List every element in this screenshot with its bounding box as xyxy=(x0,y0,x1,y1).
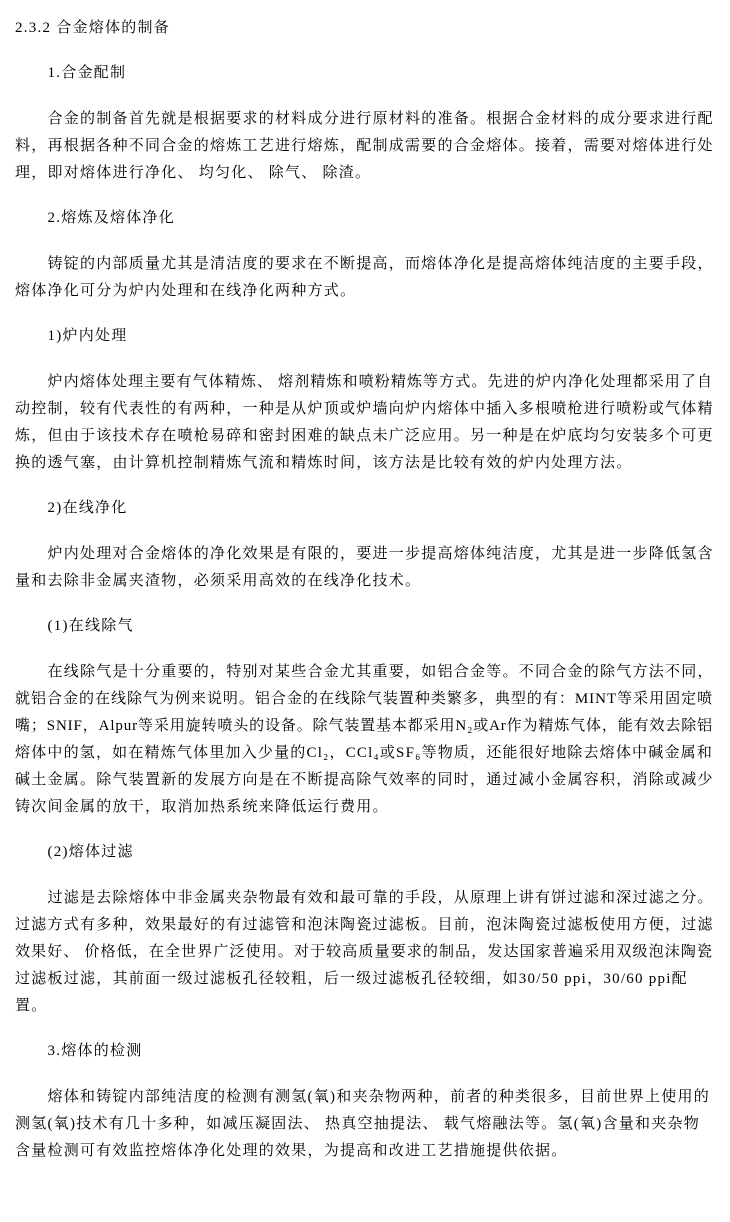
heading-alloy-formulation: 1.合金配制 xyxy=(47,65,127,81)
paragraph-line: 过滤是去除熔体中非金属夹杂物最有效和最可靠的手段，从原理上讲有饼过滤和深过滤之分。 xyxy=(47,889,714,906)
heading-in-furnace-treatment-block xyxy=(15,323,714,350)
paragraph-line: 过滤方式有多种，效果最好的有过滤管和泡沫陶瓷过滤板。目前，泡沫陶瓷过滤板使用方便，过滤 xyxy=(15,916,714,933)
paragraph-line: 换的透气塞，由计算机控制精炼气流和精炼时间，该方法是比较有效的炉内处理方法。 xyxy=(15,454,633,471)
paragraph-line: 料，再根据各种不同合金的熔炼工艺进行熔炼，配制成需要的合金熔体。接着，需要对熔体进行处 xyxy=(15,137,714,154)
heading-inline-degassing: (1)在线除气 xyxy=(47,618,134,634)
heading-melt-filtration: (2)熔体过滤 xyxy=(47,844,134,860)
paragraph-line: 熔体和铸锭内部纯洁度的检测有测氢(氧)和夹杂物两种，前者的种类很多，目前世界上使用的 xyxy=(47,1088,710,1105)
paragraph-line: 嘴；SNIF，Alpur等采用旋转喷头的设备。除气装置基本都采用N₂或Ar作为精炼气体，能有效去除铝 xyxy=(15,717,713,734)
paragraph-in-furnace-treatment xyxy=(15,369,714,477)
heading-inline-purification: 2)在线净化 xyxy=(47,500,128,516)
section-title-block xyxy=(15,15,714,42)
paragraph-melt-inspection xyxy=(15,1084,714,1165)
paragraph-line: 铸次间金属的放干，取消加热系统来降低运行费用。 xyxy=(15,798,389,815)
section-title: 2.3.2 合金熔体的制备 xyxy=(15,19,171,36)
paragraph-line: 过滤板过滤，其前面一级过滤板孔径较粗，后一级过滤板孔径较细，如30/50 ppi，30/60 ppi配 xyxy=(15,970,688,987)
paragraph-line: 动控制，较有代表性的有两种，一种是从炉顶或炉墙向炉内熔体中插入多根喷枪进行喷粉或气体精 xyxy=(15,400,714,417)
paragraph-line: 炉内熔体处理主要有气体精炼、 熔剂精炼和喷粉精炼等方式。先进的炉内净化处理都采用了自 xyxy=(47,373,714,390)
heading-inline-purification-block xyxy=(15,495,714,522)
paragraph-line: 量和去除非金属夹渣物，必须采用高效的在线净化技术。 xyxy=(15,572,422,589)
heading-melting-and-purification: 2.熔炼及熔体净化 xyxy=(47,210,176,226)
heading-inline-degassing-block xyxy=(15,613,714,640)
paragraph-line: 碱土金属。除气装置新的发展方向是在不断提高除气效率的同时，通过减小金属容积，消除或减少 xyxy=(15,771,714,788)
paragraph-line: 置。 xyxy=(15,997,48,1014)
paragraph-line: 理，即对熔体进行净化、 均匀化、 除气、 除渣。 xyxy=(15,164,372,181)
heading-melt-filtration-block xyxy=(15,839,714,866)
paragraph-line: 合金的制备首先就是根据要求的材料成分进行原材料的准备。根据合金材料的成分要求进行配 xyxy=(47,110,714,127)
heading-in-furnace-treatment: 1)炉内处理 xyxy=(47,328,128,344)
heading-melt-inspection: 3.熔体的检测 xyxy=(47,1043,143,1059)
paragraph-inline-purification xyxy=(15,541,714,595)
paragraph-line: 铸锭的内部质量尤其是清洁度的要求在不断提高，而熔体净化是提高熔体纯洁度的主要手段， xyxy=(47,255,714,272)
heading-melt-inspection-block xyxy=(15,1038,714,1065)
paragraph-inline-degassing xyxy=(15,659,714,821)
paragraph-melt-filtration xyxy=(15,885,714,1020)
paragraph-line: 熔体净化可分为炉内处理和在线净化两种方式。 xyxy=(15,282,357,299)
paragraph-line: 炼，但由于该技术存在喷枪易碎和密封困难的缺点未广泛应用。另一种是在炉底均匀安装多个可更 xyxy=(15,427,714,444)
paragraph-line: 炉内处理对合金熔体的净化效果是有限的，要进一步提高熔体纯洁度，尤其是进一步降低氢含 xyxy=(47,545,714,562)
paragraph-line: 就铝合金的在线除气为例来说明。铝合金的在线除气装置种类繁多，典型的有：MINT等采用固定喷 xyxy=(15,690,714,707)
heading-melting-and-purification-block xyxy=(15,205,714,232)
paragraph-line: 含量检测可有效监控熔体净化处理的效果，为提高和改进工艺措施提供依据。 xyxy=(15,1142,568,1159)
paragraph-alloy-formulation xyxy=(15,106,714,187)
paragraph-line: 在线除气是十分重要的，特别对某些合金尤其重要，如铝合金等。不同合金的除气方法不同， xyxy=(47,663,714,680)
paragraph-melting-and-purification xyxy=(15,251,714,305)
paragraph-line: 测氢(氧)技术有几十多种，如减压凝固法、 热真空抽提法、 载气熔融法等。氢(氧)含量和夹杂物 xyxy=(15,1115,700,1132)
paragraph-line: 熔体中的氢，如在精炼气体里加入少量的Cl₂，CCl₄或SF₆等物质，还能很好地除去熔体中碱金属和 xyxy=(15,744,714,761)
paragraph-line: 效果好、 价格低，在全世界广泛使用。对于较高质量要求的制品，发达国家普遍采用双级泡沫陶瓷 xyxy=(15,943,714,960)
heading-alloy-formulation-block xyxy=(15,60,714,87)
